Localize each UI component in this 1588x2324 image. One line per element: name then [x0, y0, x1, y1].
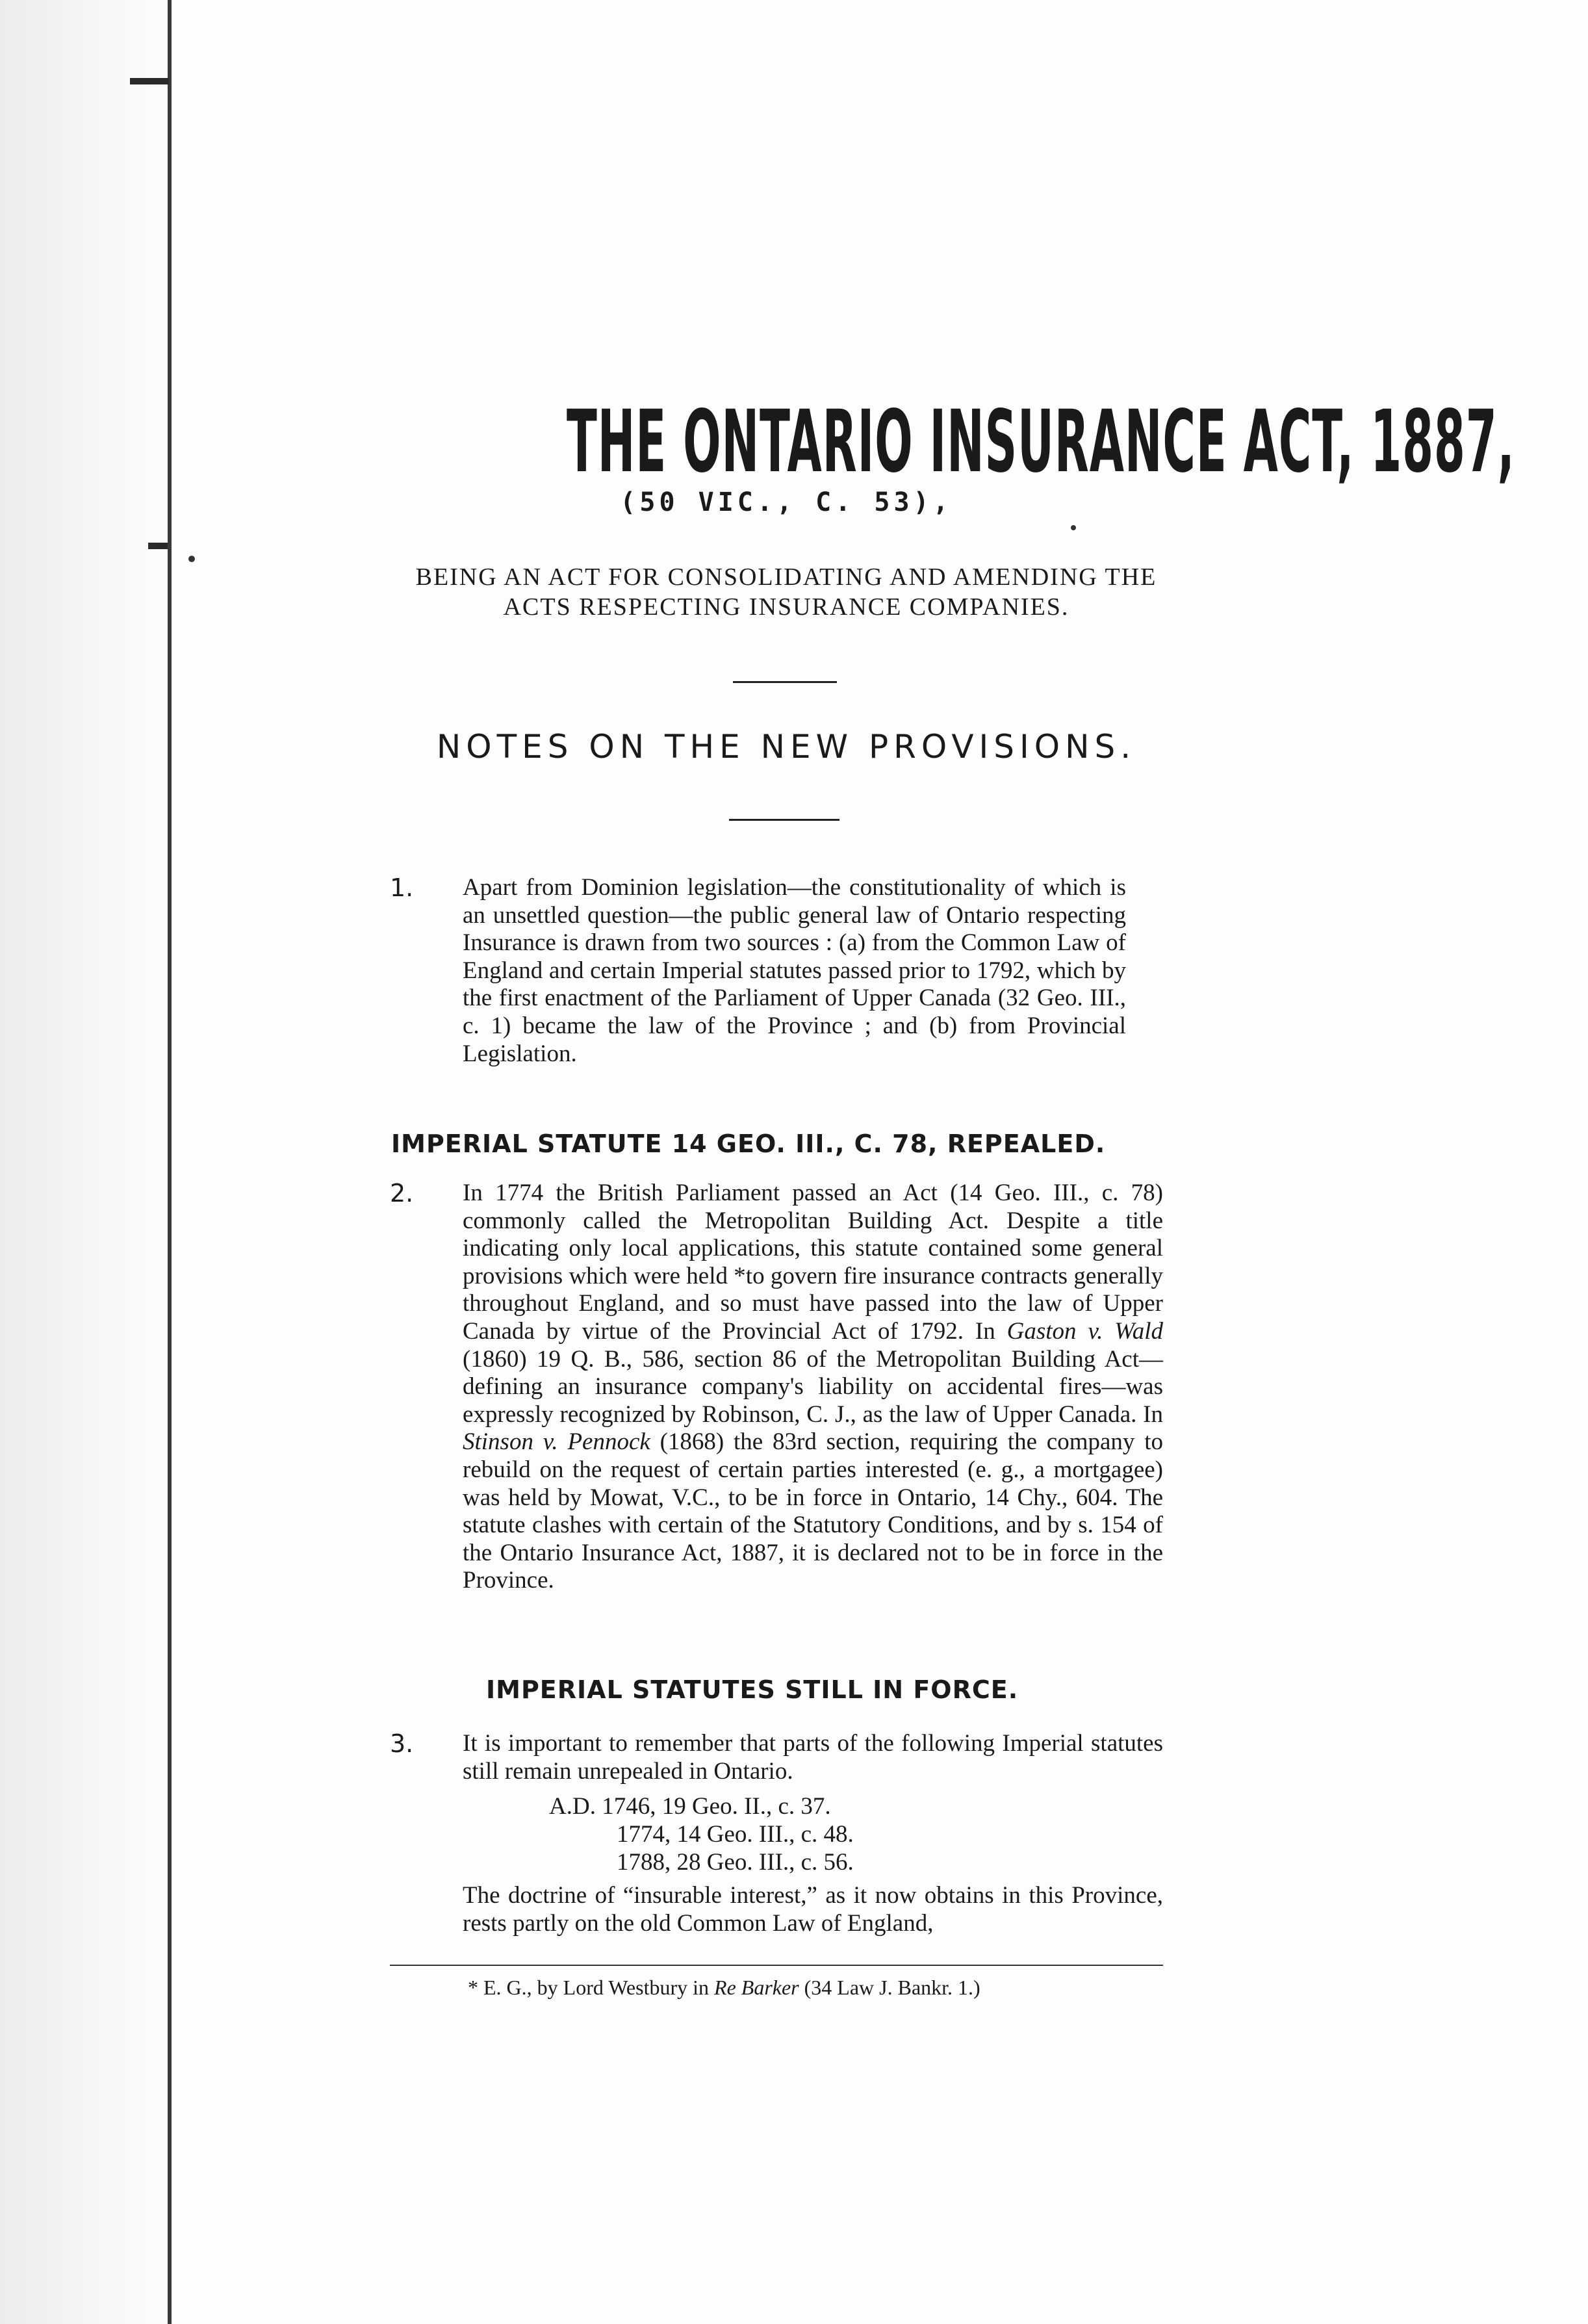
- section-3-text: It is important to remember that parts of the following Imperial statutes still remain unrepealed in Ontario.: [463, 1730, 1163, 1785]
- section-1: [390, 873, 1163, 1068]
- footnote: [468, 1976, 1183, 2000]
- binding-mark: [130, 78, 169, 84]
- statute-item: A.D. 1746, 19 Geo. II., c. 37.: [549, 1793, 831, 1820]
- description-line: BEING AN ACT FOR CONSOLIDATING AND AMENDING THE: [415, 563, 1157, 591]
- heading-in-force: IMPERIAL STATUTES STILL IN FORCE.: [486, 1675, 1019, 1704]
- footnote-rule: [390, 1965, 1163, 1966]
- section-text: [463, 874, 1126, 1068]
- divider: [733, 681, 837, 683]
- divider: [729, 819, 839, 821]
- document-title: THE ONTARIO INSURANCE ACT, 1887,: [567, 392, 1515, 492]
- page-edge: [168, 0, 172, 2324]
- statute-item: 1788, 28 Geo. III., c. 56.: [617, 1849, 854, 1876]
- case-gaston-v-wald: Gaston v. Wald: [1006, 1317, 1163, 1345]
- scan-gutter: [0, 0, 172, 2324]
- section-2-text-c: (1868) the 83rd section, requiring the company to rebuild on the request of certain parties interested (e. g., a mortgagee) was held by Mowat, V.C., to be in force in Ontario, 14 Chy., 604. The statute clashes with certain of the Statutory Conditions, and by s. 154 of the Ontario Insurance Act, 1887, it is declared not to be in force in the Province.: [463, 1428, 1163, 1594]
- speck: [188, 556, 195, 562]
- section-3-closing: [463, 1882, 1163, 1937]
- description-line: ACTS RESPECTING INSURANCE COMPANIES.: [503, 593, 1069, 621]
- footnote-case: Re Barker: [714, 1976, 799, 1999]
- statute-list: [549, 1792, 1004, 1876]
- notes-heading: NOTES ON THE NEW PROVISIONS.: [436, 728, 1136, 766]
- statute-item: 1774, 14 Geo. III., c. 48.: [617, 1821, 854, 1848]
- statute-citation: (50 VIC., C. 53),: [620, 487, 953, 517]
- section-number: 1.: [390, 873, 414, 902]
- binding-mark: [148, 543, 168, 549]
- document-title-wrap: [364, 392, 1515, 494]
- section-2: [390, 1179, 1163, 1595]
- heading-repealed: IMPERIAL STATUTE 14 GEO. III., C. 78, REPEALED.: [391, 1130, 1106, 1158]
- section-number: 3.: [390, 1729, 414, 1758]
- act-description: [364, 562, 1209, 622]
- footnote-suffix: (34 Law J. Bankr. 1.): [799, 1976, 980, 1999]
- section-2-text-b: (1860) 19 Q. B., 586, section 86 of the Metropolitan Building Act—defining an insurance company's liability on accidental fires—was expressly recognized by Robinson, C. J., as the law of Upper Canada. In: [463, 1345, 1163, 1428]
- section-number: 2.: [390, 1179, 414, 1207]
- speck: [1071, 525, 1076, 530]
- section-1-text: Apart from Dominion legislation—the constitutionality of which is an unsettled question—the public general law of Ontario respecting Insurance is drawn from two sources : (a) from the Common Law of England and certain Imperial statutes passed prior to 1792, which by the first enactment of the Parliament of Upper Canada (32 Geo. III., c. 1) became the law of the Province ; and (b) from Provincial Legislation.: [463, 874, 1126, 1067]
- section-2-text-a: In 1774 the British Parliament passed an Act (14 Geo. III., c. 78) commonly called the Metropolitan Building Act. Despite a title indicating only local applications, this statute contained some general provisions which were held *to govern fire insurance contracts generally throughout England, and so must have passed into the law of Upper Canada by virtue of the Provincial Act of 1792. In: [463, 1180, 1163, 1345]
- case-stinson-v-pennock: Stinson v. Pennock: [463, 1428, 650, 1456]
- section-3: [390, 1729, 1163, 1785]
- footnote-prefix: * E. G., by Lord Westbury in: [468, 1976, 715, 1999]
- section-2-text: [463, 1180, 1163, 1595]
- closing-text: The doctrine of “insurable interest,” as it now obtains in this Province, rests partly on the old Common Law of England,: [463, 1882, 1163, 1937]
